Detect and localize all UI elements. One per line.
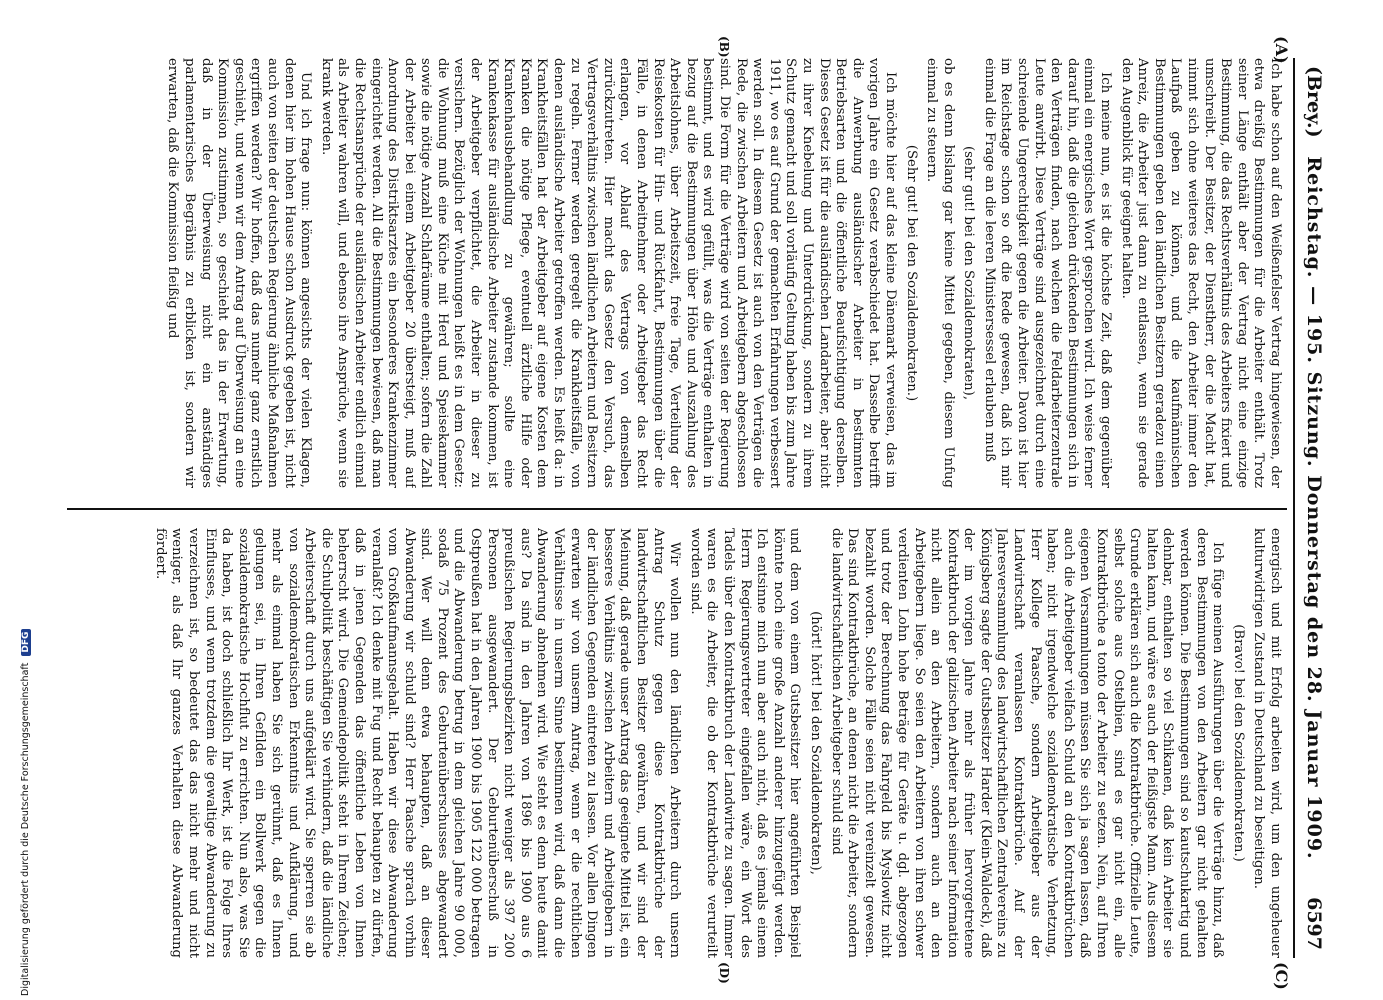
- paragraph: Wir wollen nun den ländlichen Arbeitern durch unsern Antrag Schutz gegen diese Kontraktbrüche der landwirtschaftlichen Besitzer gewähren, und wir sind der Meinung, daß gerade unser Antrag das geeignete Mittel ist, ein besseres Verhältnis zwischen Arbeitern und Arbeitgebern in der ländlichen Gegenden eintreten zu lassen. Vor allen Dingen erwarten wir von unserm Antrag, wenn er die rechtlichen Verhältnisse in unserm Sinne bestimmen wird, daß dann die Abwanderung abnehmen wird. Wie steht es denn heute damit aus? Da sind in den Jahren von 1896 bis 1900 aus 6 preußischen Regierungsbezirken nicht weniger als 397 200 Personen ausgewandert. Der Geburtenüberschuß in Ostpreußen hat in den Jahren 1900 bis 1905 122 000 betragen und die Abwanderung betrug in dem gleichen Jahre 90 000, sodaß 75 Prozent des Geburtenüberschusses abgewandert sind. Wer will denn etwa behaupten, daß an dieser Abwanderung wir schuld sind? Herr Paasche sprach vorhin vom Großkaufmannsgehalt. Haben wir diese Abwanderung veranlaßt? Ich denke mit Fug und Recht behaupten zu dürfen, daß in jenen Gegenden das öffentliche Leben von Ihnen beherrscht wird. Die Gemeindepolitik steht in Ihrem Zeichen; die Schulpolitik beschäftigen Sie verhindern, daß die ländliche Arbeiterschaft durch uns aufgeklärt wird. Sie sperren sie ab von sozialdemokratischen Erkenntnis und Aufklärung, und mehr als einmal haben Sie sich gerühmt, daß es Ihnen gelungen sei, in Ihren Gefilden ein Bollwerk gegen die sozialdemokratische Hochflut zu errichten. Nun also, was Sie da haben, ist doch schließlich Ihr Werk, ist die Folge Ihres Einflusses, und wenn trotzdem die gewaltige Abwanderung zu verzeichnen ist, so bedeutet das das nicht mehr und nicht weniger, als daß Ihr ganzes Verhalten diese Abwanderung fördert.: [152, 528, 683, 958]
- paragraph: Und ich frage nun: können angesichts der vielen Klagen, denen hier im hohen Hause schon Ausdruck gegeben ist, nicht auch von seiten der deutschen Regierung ähnliche Maßnahmen ergriffen werden? Wir hoffen, daß das numehr ganz ernstlich geschieht, und wenn wir dem Antrag auf Überweisung an eine Kommission zustimmen, so geschieht das in der Erwartung, daß in der Überweisung nicht ein anständiges parlamentarisches Begräbnis zu erblicken ist, sondern wir erwarten, daß die Kommission fleißig und: [165, 58, 314, 488]
- paragraph: Ich habe schon auf den Weißenfelser Vertrag hingewiesen, der etwa dreißig Bestimmungen für die Arbeiter enthält. Trotz seiner Länge enthält aber der Vertrag nicht eine einzige Bestimmung, die das Rechtsverhältnis des Arbeiters fixiert und umschreibt. Der Besitzer, der Dienstherr, der die Macht hat, nimmt sich ohne weiteres das Recht, den Arbeiter immer den Laufpaß geben zu können, und die kaufmännischen Bestimmungen geben den ländlichen Besitzern geradezu einen Anreiz, die Arbeiter just dann zu entlassen, wenn sie gerade den Augenblick für geeignet halten.: [1118, 58, 1283, 488]
- session-title: Reichstag. — 195. Sitzung. Donnerstag den 28. Januar 1909.: [1303, 156, 1325, 860]
- interjection: (sehr gut! bei den Sozialdemokraten),: [961, 145, 977, 401]
- left-column: [83, 58, 1283, 488]
- paragraph: Ich füge meinen Ausführungen über die Verträge hinzu, daß deren Bestimmungen von den Arbeitern gar nicht gehalten werden können. Die Bestimmungen sind so kautschukartig und dehnbar, enthalten so viel Schikanen, daß kein Arbeiter sie halten kann, und wäre es auch der fleißigste Mann. Aus diesem Grunde erklären sich auch die Kontraktbrüche. Offizielle Leute, selbst solche aus Ostelbien, sind es gar nicht ein, alle Kontraktbrüche a tonto der Arbeiter zu setzen. Nein, auf Ihren eigenen Versammlungen müssen Sie sich ja sagen lassen, daß auch die Arbeitgeber vielfach Schuld an den Kontraktbrüchen haben; nicht irgendwelche sozialdemokratische Verhetzung, Herr Kollege Paasche, sondern Arbeitgeber aus der Landwirtschaft veranlassen Kontraktbrüche. Auf der Jahresversammlung des landwirtschaftlichen Zentralvereins zu Königsberg sagte der Gutsbesitzer Harder (Klein-Waldeck), daß der im vorigen Jahre mehr als früher hervorgetretene Kontraktbruch der galizischen Arbeiter nach seiner Information nicht allein an den Arbeitern, sondern auch an den Arbeitgebern liege. So seien den Arbeitern von ihren schwer verdienten Lohn hohe Beträge für Geräte u. dgl. abgezogen und trotz der Berechnung das Fahrgeld bis Myslowitz nicht bezahlt worden. Solche Fälle seien nicht vereinzelt gewesen. Das sind Kontraktbrüche, an denen nicht die Arbeiter, sondern die landwirtschaftlichen Arbeitgeber schuld sind: [828, 528, 1226, 958]
- margin-mark-d: (D): [717, 962, 731, 984]
- margin-mark-a: (A): [1272, 36, 1291, 64]
- interjection: (hört! hört! bei den Sozialdemokraten),: [807, 611, 823, 875]
- digitization-credit: [20, 629, 31, 996]
- paragraph: und dem von einem Gutsbesitzer hier angeführten Beispiel könnte noch eine große Anzahl anderer hinzugefügt werden. Ich entsinne mich nun aber auch nicht, daß es jemals einem Herrn Regierungsvertreter eingefallen wäre, ein Wort des Tadels über den Kontraktbruch der Landwirte zu sagen. Immer waren es die Arbeiter, die ob der Kontraktbrüche verurteilt worden sind.: [687, 528, 803, 958]
- right-column: [83, 528, 1283, 958]
- interjection: (Sehr gut! bei den Sozialdemokraten.): [903, 144, 919, 402]
- paragraph: ob es denn bislang gar keine Mittel gegeben, diesem Unfug einmal zu steuern.: [924, 58, 956, 488]
- paragraph: Ich möchte hier auf das kleine Dänemark verweisen, das im vorigen Jahre ein Gesetz verabschiedet hat. Dasselbe betrifft die Anwerbung ausländischer Arbeiter in bestimmten Betriebsarten und die öffentliche Beaufsichtigung derselben. Dieses Gesetz ist für die ausländischen Landarbeiter, aber nicht zu ihrer Knebelung und Unterdrückung, sondern zu ihrem Schutz gemacht und soll vorläufig Geltung haben bis zum Jahre 1911, wo es auf Grund der gemachten Erfahrungen verbessert werden soll. In diesem Gesetz ist auch von den Verträgen die Rede, die zwischen Arbeitern und Arbeitgebern abgeschlossen sind. Die Form für die Verträge wird von seiten der Regierung bestimmt, und es wird gefüllt, was die Verträge enthalten in bezug auf die Bestimmungen über Höhe und Auszahlung des Arbeitslohnes, über Arbeitszeit, freie Tage, Verteilung der Reisekosten für Hin- und Rückfahrt, Bestimmungen über die Fälle, in denen Arbeitnehmer oder Arbeitgeber das Recht erlangen, vor Ablauf des Vertrags von demselben zurückzutreten. Hier macht das Gesetz den Versuch, das Vertragsverhältnis zwischen ländlichen Arbeitern und Besitzern zu regeln. Ferner werden geregelt die Krankheitsfälle, von denen ausländische Arbeiter getroffen werden. Es heißt da: in Krankheitsfällen hat der Arbeitgeber auf eigene Kosten dem Kranken die nötige Pflege, eventuell ärztliche Hilfe oder Krankenhausbehandlung zu gewähren; sollte eine Krankenkasse für ausländische Arbeiter zustande kommen, ist der Arbeitgeber verpflichtet, die Arbeiter in dieser zu versichern. Bezüglich der Wohnungen heißt es in dem Gesetz: die Wohnung muß eine Küche mit Herd und Speisekammer sowie die nötige Anzahl Schlafräume enthalten; sofern die Zahl der Arbeiter bei einem Arbeitgeber 20 übersteigt, muß auf Anordnung des Distriktsarztes ein besonderes Krankenzimmer eingerichtet werden. All die Bestimmungen bewiesen, daß man die Rechtsansprüche der ausländischen Arbeiter endlich einmal als Arbeiter wahren will, und ebenso ihre Ansprüche, wenn sie krank werden.: [318, 58, 898, 488]
- paragraph: energisch und mit Erfolg arbeiten wird, um den ungeheuer kulturwidrigen Zustand in Deutschland zu beseitigen.: [1251, 528, 1283, 958]
- speaker-name: (Brey.): [1303, 66, 1325, 138]
- page-header: [1293, 58, 1331, 958]
- interjection: (Bravo! bei den Sozialdemokraten.): [1230, 624, 1246, 862]
- margin-mark-c: (C): [1272, 962, 1291, 990]
- dfg-logo: DFG: [21, 629, 31, 656]
- credit-text: Digitalisierung gefördert durch die Deutsche Forschungsgemeinschaft: [20, 662, 31, 996]
- page-number: 6597: [1303, 897, 1325, 950]
- rotated-scan-page: [61, 36, 1331, 990]
- margin-mark-b: (B): [717, 36, 731, 58]
- paragraph: Ich meine nun, es ist die höchste Zeit, daß dem gegenüber einmal ein energisches Wort gesprochen wird. Ich weise ferner darauf hin, daß die gleichen drückenden Bestimmungen sich in den Verträgen finden, nach welchen die Feldarbeiterzentrale Leute anwirbt. Diese Verträge sind ausgezeichnet durch eine schreiende Ungerechtigkeit gegen die Arbeiter. Davon ist hier im Reichstage schon so oft die Rede gewesen, daß ich mir einmal die Frage an die leeren Ministersessel erlauben muß: [981, 58, 1114, 488]
- column-divider: [67, 508, 1287, 510]
